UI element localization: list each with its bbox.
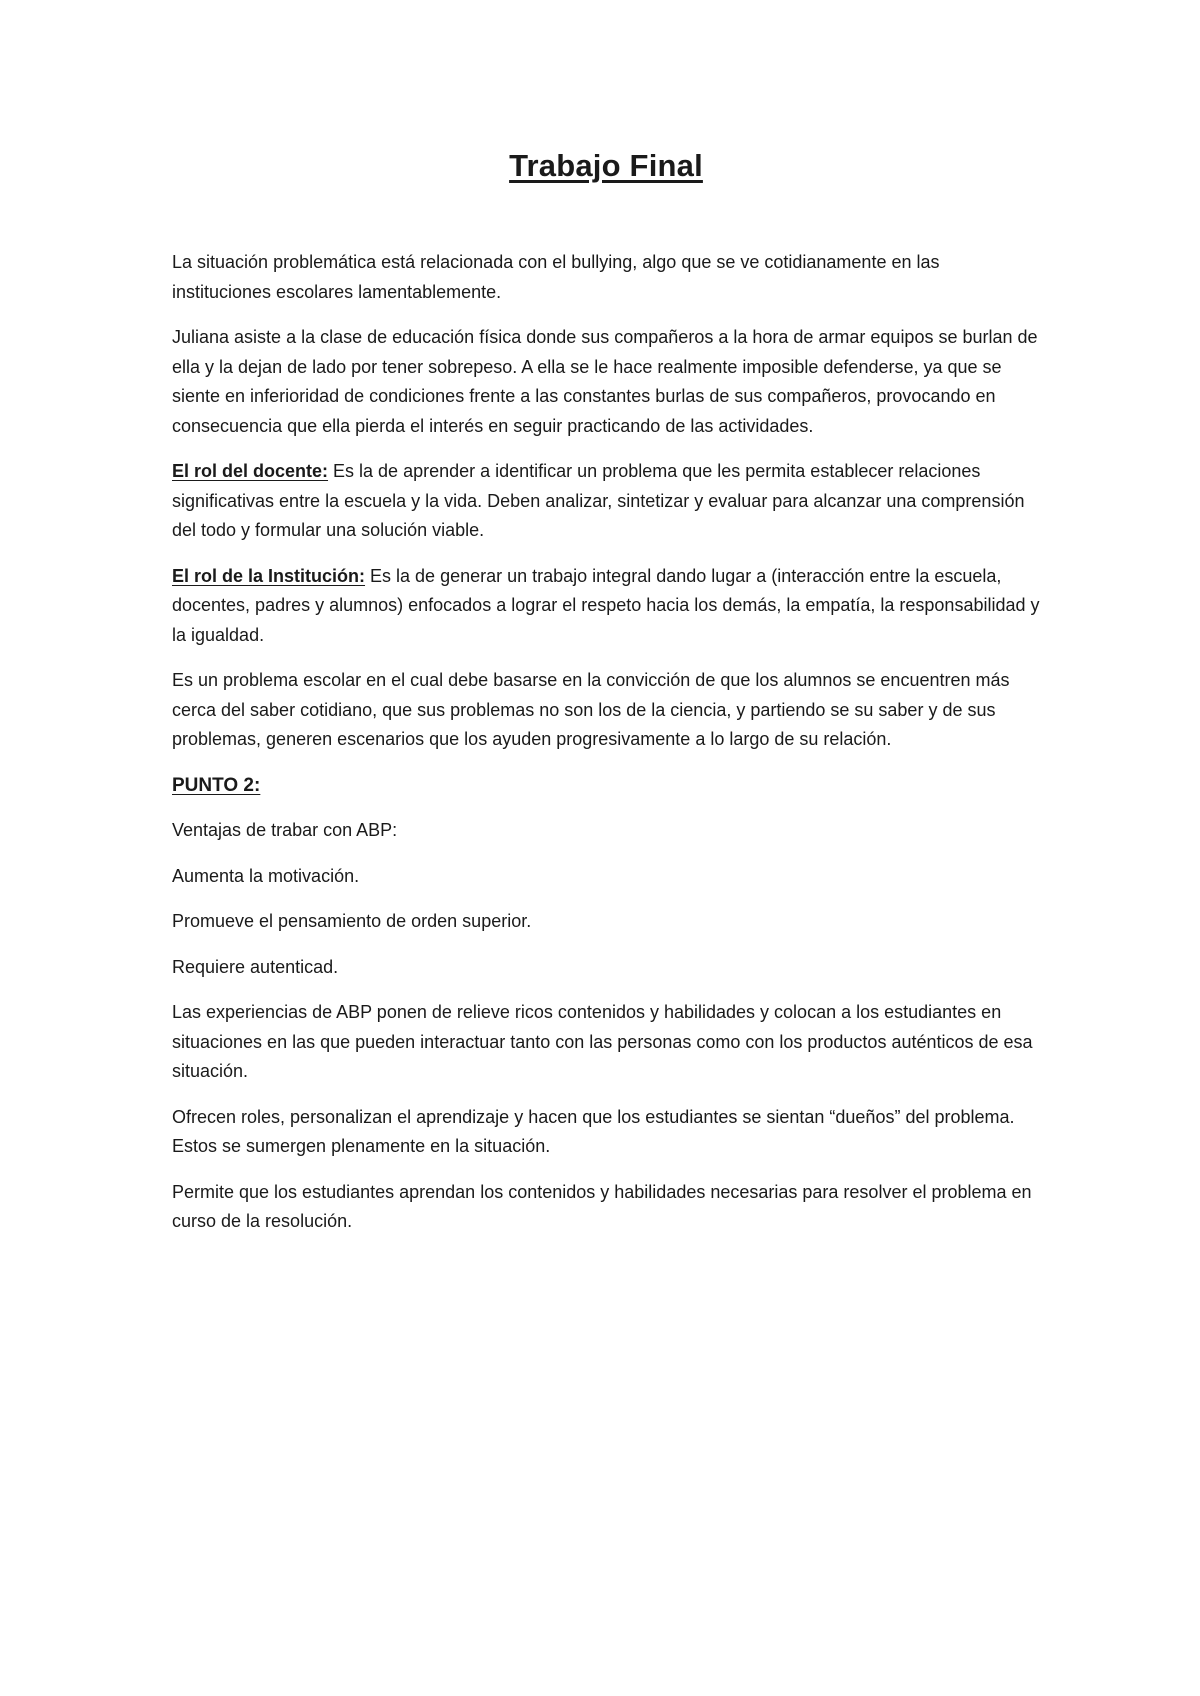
heading-rol-docente: El rol del docente:: [172, 461, 329, 481]
paragraph-ventajas-intro: Ventajas de trabar con ABP:: [172, 820, 398, 840]
paragraph-ventaja-pensamiento: Promueve el pensamiento de orden superior.: [172, 911, 532, 931]
paragraph-problema-escolar: Es un problema escolar en el cual debe basarse en la convicción de que los alumnos se encuentren más cerca del saber cotidiano, que sus problemas no son los de la ciencia, y partiendo se su saber y de sus problemas, generen escenarios que los ayuden progresivamente a lo largo de su relación.: [172, 670, 1010, 749]
heading-punto-2: PUNTO 2:: [172, 774, 261, 796]
paragraph-juliana: Juliana asiste a la clase de educación física donde sus compañeros a la hora de armar equipos se burlan de ella y la dejan de lado por tener sobrepeso. A ella se le hace realmente imposible defenderse, ya que se siente en inferioridad de condiciones frente a las constantes burlas de sus compañeros, provocando en consecuencia que ella pierda el interés en seguir practicando de las actividades.: [172, 327, 1038, 436]
paragraph-rol-docente: [172, 457, 1040, 546]
text-rol-institucion: Es la de generar un trabajo integral dando lugar a (interacción entre la escuela, docentes, padres y alumnos) enfocados a lograr el respeto hacia los demás, la empatía, la responsabilidad y la igualdad.: [172, 565, 1040, 645]
heading-rol-institucion: El rol de la Institución:: [172, 565, 366, 586]
paragraph-ventaja-autenticidad: Requiere autenticad.: [172, 956, 339, 977]
paragraph-rol-institucion: [172, 562, 1040, 651]
paragraph-experiencias: Las experiencias de ABP ponen de relieve ricos contenidos y habilidades y colocan a los estudiantes en situaciones en las que pueden interactuar tanto con las personas como con los productos auténticos de esa situación.: [172, 1002, 1033, 1081]
paragraph-roles: Ofrecen roles, personalizan el aprendizaje y hacen que los estudiantes se sientan “dueños” del problema. Estos se sumergen plenamente en la situación.: [172, 1106, 1015, 1156]
paragraph-permite: Permite que los estudiantes aprendan los contenidos y habilidades necesarias para resolver el problema en curso de la resolución.: [172, 1181, 1032, 1231]
paragraph-ventaja-motivacion: Aumenta la motivación.: [172, 865, 360, 886]
text-rol-docente: Es la de aprender a identificar un problema que les permita establecer relaciones significativas entre la escuela y la vida. Deben analizar, sintetizar y evaluar para alcanzar una comprensión del todo y formular una solución viable.: [172, 461, 1025, 540]
paragraph-intro: La situación problemática está relacionada con el bullying, algo que se ve cotidianamente en las instituciones escolares lamentablemente.: [172, 252, 940, 302]
document-title: Trabajo Final: [509, 148, 703, 183]
